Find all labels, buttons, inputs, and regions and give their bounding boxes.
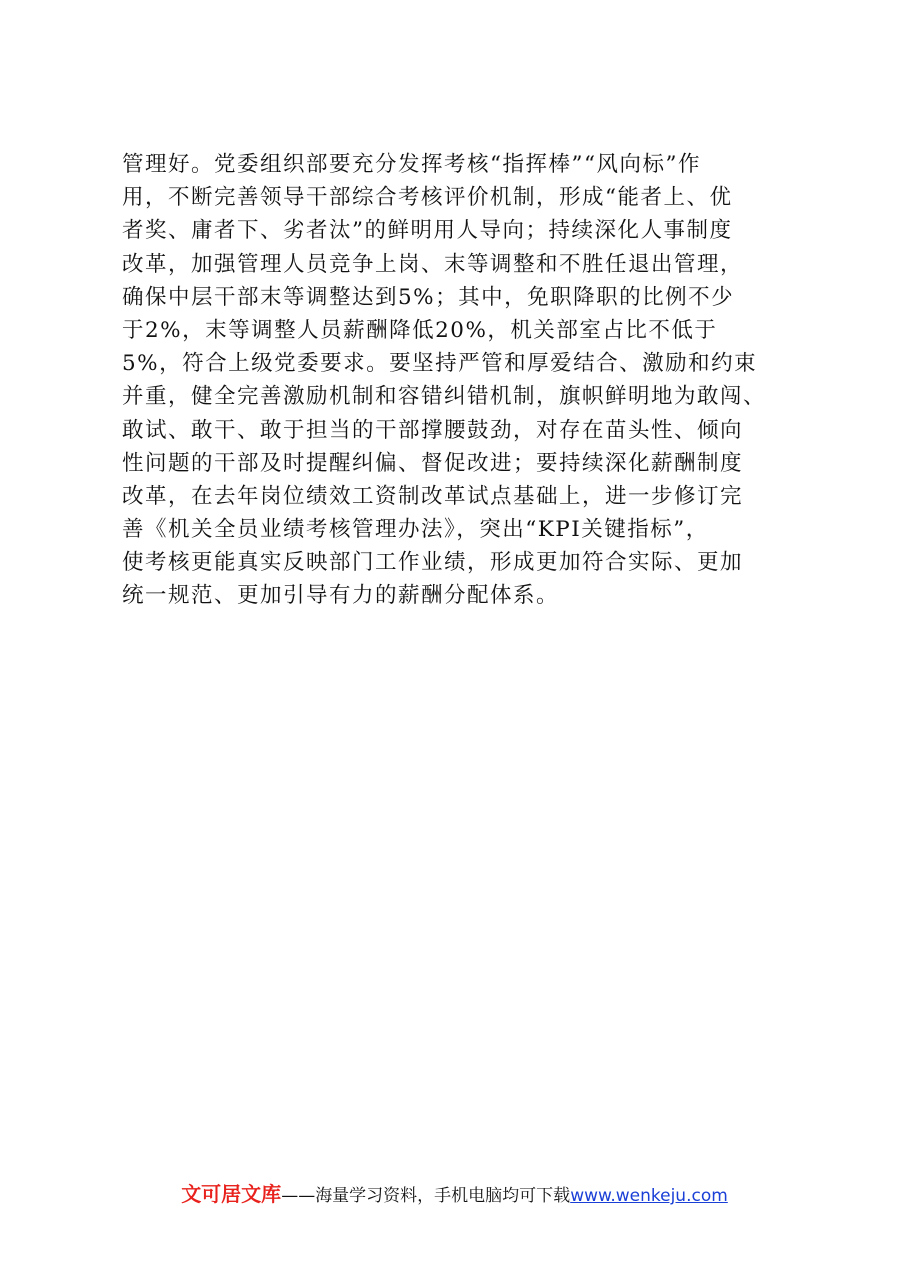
paragraph-line: 敢试、敢干、敢于担当的干部撑腰鼓劲，对存在苗头性、倾向	[122, 417, 744, 443]
paragraph-line: 确保中层干部末等调整达到5%；其中，免职降职的比例不少	[122, 284, 735, 310]
footer-website-link[interactable]: www.wenkeju.com	[570, 1186, 728, 1206]
paragraph-line: 者奖、庸者下、劣者汰”的鲜明用人导向；持续深化人事制度	[122, 218, 733, 244]
paragraph-line: 使考核更能真实反映部门工作业绩，形成更加符合实际、更加	[122, 550, 744, 576]
paragraph-line: 性问题的干部及时提醒纠偏、督促改进；要持续深化薪酬制度	[122, 450, 744, 476]
paragraph-line: 改革，加强管理人员竞争上岗、末等调整和不胜任退出管理，	[122, 251, 744, 277]
footer-brand: 文可居文库	[181, 1182, 282, 1206]
body-paragraph	[122, 148, 802, 613]
footer-tagline: ——海量学习资料，手机电脑均可下载	[281, 1186, 571, 1206]
paragraph-line: 于2%，末等调整人员薪酬降低20%，机关部室占比不低于	[122, 317, 718, 343]
paragraph-line: 用，不断完善领导干部综合考核评价机制，形成“能者上、优	[122, 185, 733, 211]
paragraph-line: 统一规范、更加引导有力的薪酬分配体系。	[122, 583, 560, 609]
paragraph-line: 善《机关全员业绩考核管理办法》，突出“KPI关键指标”，	[122, 517, 709, 543]
paragraph-line: 改革，在去年岗位绩效工资制改革试点基础上，进一步修订完	[122, 483, 744, 509]
paragraph-line: 管理好。党委组织部要充分发挥考核“指挥棒”“风向标”作	[122, 152, 701, 177]
paragraph-line: 并重，健全完善激励机制和容错纠错机制，旗帜鲜明地为敢闯、	[122, 384, 767, 410]
paragraph-line: 5%，符合上级党委要求。要坚持严管和厚爱结合、激励和约束	[122, 351, 758, 377]
page-footer	[0, 1181, 909, 1209]
